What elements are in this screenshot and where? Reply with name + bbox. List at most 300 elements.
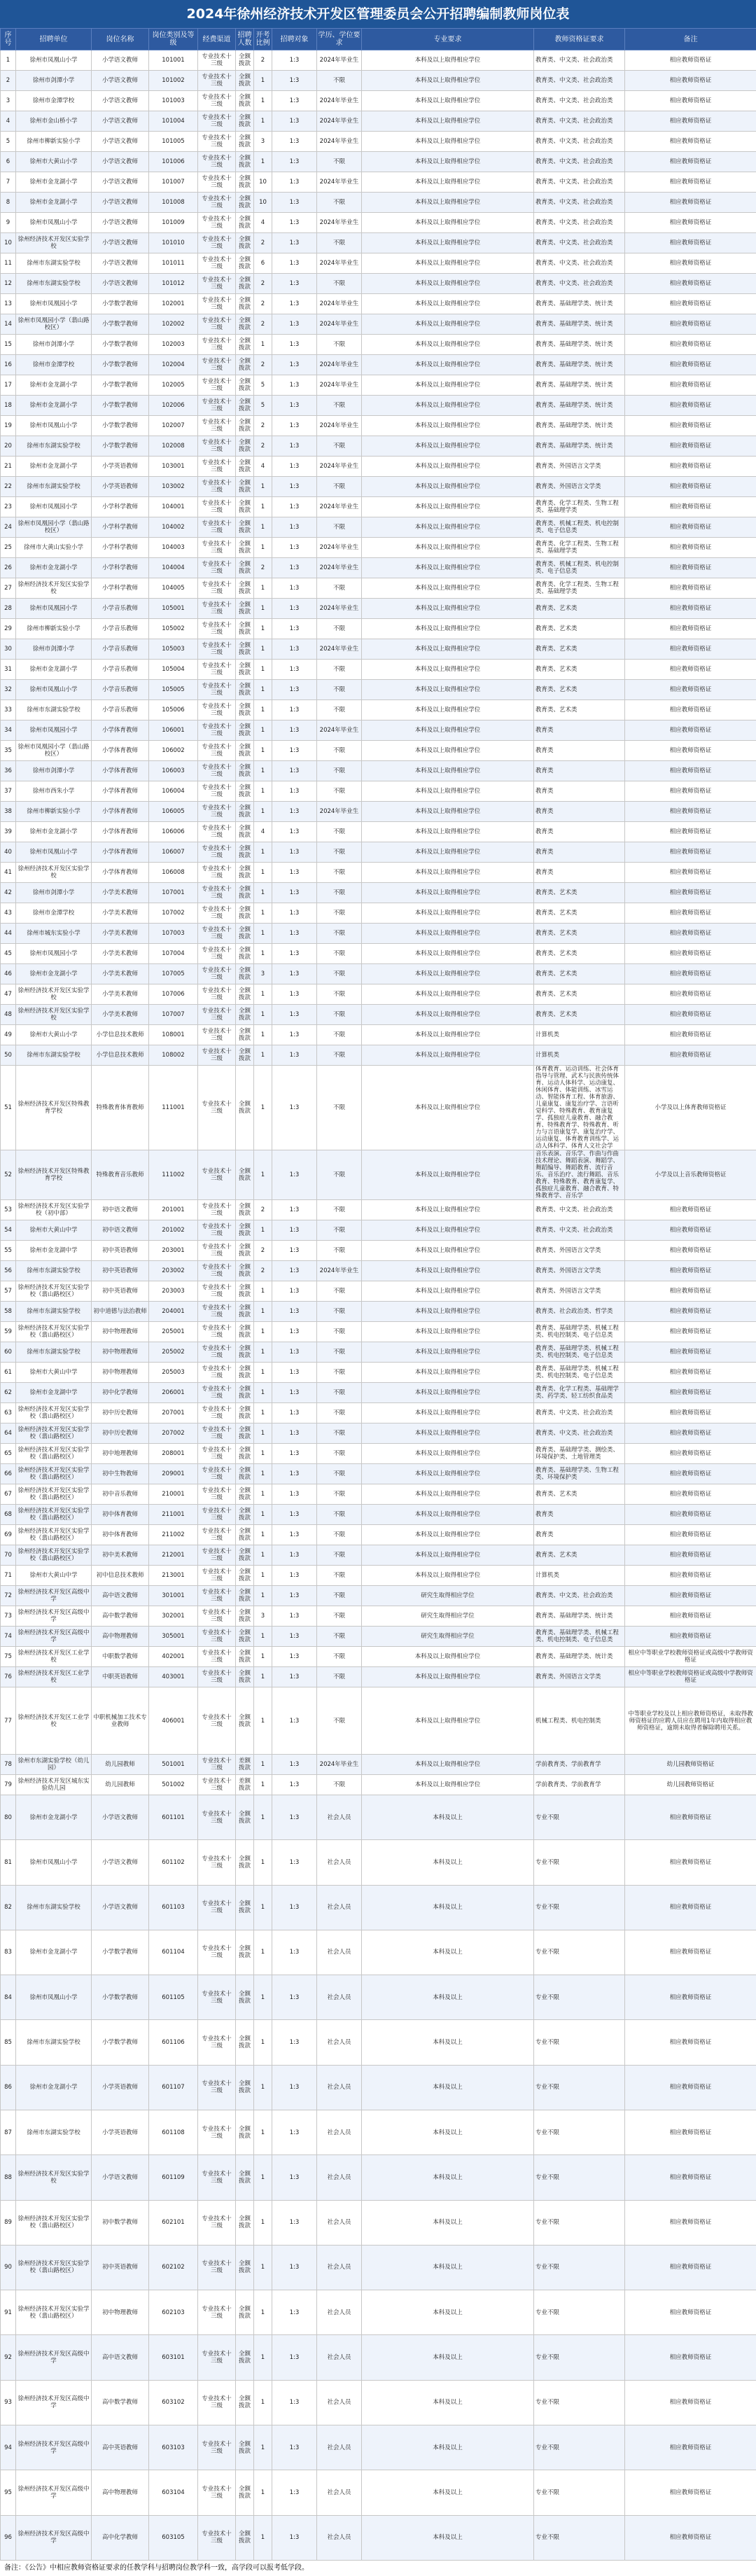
- cell-major: 教育类: [534, 781, 625, 802]
- cell-unit: 徐州经济技术开发区实验学校（初中部）: [16, 1200, 92, 1220]
- cell-no: 27: [1, 578, 16, 599]
- cell-cat: 专业技术十三级: [198, 578, 236, 599]
- table-row: [1, 132, 756, 152]
- cell-unit: 徐州市柳新实验小学: [16, 619, 92, 639]
- cell-edu: 本科及以上取得相应学位: [362, 802, 534, 822]
- cell-unit: 徐州经济技术开发区实验学校（翡山路校区）: [16, 1281, 92, 1302]
- cell-major: 教育类、化学工程类、基础理学类、药学类、轻工纺织食品类: [534, 1383, 625, 1403]
- cell-cert: 相应教师资格证: [625, 680, 756, 700]
- cell-post: 特殊教育音乐教师: [92, 1150, 149, 1200]
- cell-no: 46: [1, 964, 16, 984]
- cell-num: 1: [254, 1302, 272, 1322]
- cell-code: 107004: [149, 944, 198, 964]
- cell-post: 小学美术教师: [92, 903, 149, 924]
- cell-unit: 徐州市金龙湖小学: [16, 660, 92, 680]
- cell-edu: 本科及以上取得相应学位: [362, 741, 534, 761]
- cell-unit: 徐州市大黄山小学: [16, 152, 92, 172]
- cell-no: 31: [1, 660, 16, 680]
- cell-code: 101010: [149, 233, 198, 253]
- cell-num: 2: [254, 274, 272, 294]
- cell-target: 不限: [317, 152, 362, 172]
- cell-fund: 全额拨款: [236, 497, 254, 517]
- cell-num: 1: [254, 1930, 272, 1975]
- cell-target: 社会人员: [317, 2200, 362, 2245]
- cell-code: 105002: [149, 619, 198, 639]
- cell-cat: 专业技术十三级: [198, 111, 236, 132]
- column-header: 专业要求: [362, 29, 534, 50]
- cell-cat: 专业技术十三级: [198, 1545, 236, 1566]
- cell-unit: 徐州经济技术开发区高级中学: [16, 2515, 92, 2561]
- table-row: [1, 1975, 756, 2020]
- cell-no: 86: [1, 2065, 16, 2110]
- cell-post: 初中英语教师: [92, 1281, 149, 1302]
- table-row: [1, 1687, 756, 1755]
- table-row: [1, 1005, 756, 1025]
- cell-code: 101005: [149, 132, 198, 152]
- cell-cat: 专业技术十三级: [198, 1363, 236, 1383]
- table-body: [1, 50, 756, 2561]
- cell-unit: 徐州市东湖实验学校: [16, 2110, 92, 2154]
- cell-no: 22: [1, 477, 16, 497]
- cell-post: 初中历史教师: [92, 1403, 149, 1423]
- cell-code: 207001: [149, 1403, 198, 1423]
- cell-num: 3: [254, 1606, 272, 1627]
- column-header: 学历、学位要求: [317, 29, 362, 50]
- cell-target: 2024年毕业生: [317, 416, 362, 436]
- cell-cert: 相应教师资格证: [625, 1464, 756, 1484]
- cell-unit: 徐州经济技术开发区实验学校: [16, 1005, 92, 1025]
- cell-fund: 全额拨款: [236, 1045, 254, 1066]
- cell-target: 不限: [317, 1484, 362, 1505]
- cell-code: 211001: [149, 1505, 198, 1525]
- cell-post: 小学语文教师: [92, 1885, 149, 1930]
- cell-post: 小学数学教师: [92, 294, 149, 314]
- cell-code: 102005: [149, 375, 198, 396]
- cell-fund: 全额拨款: [236, 111, 254, 132]
- cell-unit: 徐州经济技术开发区实验学校: [16, 2155, 92, 2200]
- cell-edu: 本科及以上取得相应学位: [362, 91, 534, 111]
- cell-unit: 徐州市东湖实验学校: [16, 436, 92, 457]
- cell-cat: 专业技术十三级: [198, 517, 236, 538]
- cell-no: 20: [1, 436, 16, 457]
- cell-fund: 全额拨款: [236, 91, 254, 111]
- cell-major: 教育类、基础理学类、统计类: [534, 1647, 625, 1667]
- cell-target: 2024年毕业生: [317, 538, 362, 558]
- cell-ratio: 1:3: [272, 2110, 317, 2154]
- cell-num: 1: [254, 720, 272, 741]
- cell-cert: 相应教师资格证: [625, 1045, 756, 1066]
- cell-post: 小学体育教师: [92, 842, 149, 863]
- cell-num: 2: [254, 294, 272, 314]
- table-row: [1, 50, 756, 71]
- cell-code: 102004: [149, 355, 198, 375]
- table-row: [1, 842, 756, 863]
- cell-target: 不限: [317, 761, 362, 781]
- table-row: [1, 1261, 756, 1281]
- cell-post: 小学数学教师: [92, 416, 149, 436]
- cell-ratio: 1:3: [272, 1606, 317, 1627]
- cell-cat: 专业技术十三级: [198, 761, 236, 781]
- cell-cert: 相应教师资格证: [625, 1627, 756, 1647]
- cell-cat: 专业技术十三级: [198, 2425, 236, 2470]
- footnote: 备注：《公告》中相应教师资格证要求的任教学科与招聘岗位教学科一致，高学段可以报考低学段。: [0, 2561, 756, 2576]
- cell-num: 4: [254, 457, 272, 477]
- cell-target: 不限: [317, 1505, 362, 1525]
- cell-no: 51: [1, 1066, 16, 1150]
- cell-major: 专业不限: [534, 1885, 625, 1930]
- table-row: [1, 1885, 756, 1930]
- table-row: [1, 1220, 756, 1241]
- table-row: [1, 1647, 756, 1667]
- cell-edu: 本科及以上取得相应学位: [362, 1566, 534, 1586]
- cell-code: 603104: [149, 2470, 198, 2515]
- cell-fund: 全额拨款: [236, 558, 254, 578]
- cell-num: 1: [254, 599, 272, 619]
- cell-code: 601102: [149, 1840, 198, 1885]
- cell-major: 学前教育类、学前教育学: [534, 1755, 625, 1775]
- cell-post: 初中物理教师: [92, 1322, 149, 1342]
- cell-fund: 全额拨款: [236, 233, 254, 253]
- cell-post: 初中英语教师: [92, 1261, 149, 1281]
- cell-code: 101006: [149, 152, 198, 172]
- cell-unit: 徐州市凤凰园小学: [16, 599, 92, 619]
- cell-ratio: 1:3: [272, 497, 317, 517]
- cell-target: 2024年毕业生: [317, 314, 362, 335]
- cell-ratio: 1:3: [272, 1775, 317, 1795]
- cell-ratio: 1:3: [272, 2290, 317, 2335]
- cell-code: 106006: [149, 822, 198, 842]
- cell-ratio: 1:3: [272, 152, 317, 172]
- cell-major: 教育类、中文类、社会政治类: [534, 213, 625, 233]
- cell-target: 不限: [317, 71, 362, 91]
- cell-num: 1: [254, 335, 272, 355]
- cell-fund: 全额拨款: [236, 1005, 254, 1025]
- cell-cert: 相应教师资格证: [625, 111, 756, 132]
- cell-post: 小学语文教师: [92, 111, 149, 132]
- cell-num: 1: [254, 2200, 272, 2245]
- cell-ratio: 1:3: [272, 1647, 317, 1667]
- cell-edu: 本科及以上取得相应学位: [362, 1342, 534, 1363]
- cell-major: 教育类、基础理学类、统计类: [534, 1606, 625, 1627]
- cell-num: 4: [254, 822, 272, 842]
- cell-num: 1: [254, 639, 272, 660]
- cell-code: 105001: [149, 599, 198, 619]
- cell-ratio: 1:3: [272, 842, 317, 863]
- cell-no: 40: [1, 842, 16, 863]
- cell-num: 1: [254, 1005, 272, 1025]
- cell-edu: 本科及以上: [362, 1885, 534, 1930]
- cell-num: 1: [254, 2425, 272, 2470]
- cell-unit: 徐州经济技术开发区城东实验幼儿园: [16, 1775, 92, 1795]
- cell-code: 603101: [149, 2335, 198, 2380]
- cell-edu: 本科及以上取得相应学位: [362, 477, 534, 497]
- cell-fund: 全额拨款: [236, 822, 254, 842]
- cell-major: 教育类、中文类、社会政治类: [534, 1423, 625, 1444]
- cell-cert: 相应教师资格证: [625, 2470, 756, 2515]
- cell-edu: 本科及以上取得相应学位: [362, 1383, 534, 1403]
- cell-cert: 相应教师资格证: [625, 71, 756, 91]
- table-row: [1, 1302, 756, 1322]
- cell-unit: 徐州市柳新实验小学: [16, 802, 92, 822]
- cell-edu: 本科及以上: [362, 2425, 534, 2470]
- cell-edu: 本科及以上取得相应学位: [362, 863, 534, 883]
- cell-cert: 相应教师资格证: [625, 355, 756, 375]
- cell-post: 高中数学教师: [92, 1606, 149, 1627]
- cell-code: 601107: [149, 2065, 198, 2110]
- cell-cat: 专业技术十三级: [198, 883, 236, 903]
- cell-edu: 本科及以上取得相应学位: [362, 558, 534, 578]
- cell-fund: 全额拨款: [236, 639, 254, 660]
- cell-code: 305001: [149, 1627, 198, 1647]
- cell-code: 106005: [149, 802, 198, 822]
- cell-major: 教育类、外国语言文学类: [534, 477, 625, 497]
- cell-target: 不限: [317, 1005, 362, 1025]
- cell-num: 1: [254, 1322, 272, 1342]
- cell-num: 1: [254, 2380, 272, 2425]
- cell-unit: 徐州市东湖实验学校: [16, 700, 92, 720]
- cell-edu: 本科及以上取得相应学位: [362, 416, 534, 436]
- table-row: [1, 578, 756, 599]
- cell-no: 13: [1, 294, 16, 314]
- cell-fund: 全额拨款: [236, 1464, 254, 1484]
- cell-num: 1: [254, 903, 272, 924]
- cell-ratio: 1:3: [272, 1342, 317, 1363]
- cell-code: 101008: [149, 193, 198, 213]
- cell-fund: 全额拨款: [236, 984, 254, 1005]
- cell-cat: 专业技术十三级: [198, 152, 236, 172]
- cell-cat: 专业技术十三级: [198, 1444, 236, 1464]
- cell-num: 1: [254, 2110, 272, 2154]
- cell-cert: 相应中等职业学校教师资格证或高级中学教师资格证: [625, 1667, 756, 1687]
- cell-code: 602102: [149, 2245, 198, 2290]
- cell-fund: 全额拨款: [236, 1302, 254, 1322]
- cell-fund: 全额拨款: [236, 802, 254, 822]
- cell-fund: 全额拨款: [236, 1261, 254, 1281]
- cell-target: 不限: [317, 1444, 362, 1464]
- cell-unit: 徐州市东湖实验学校: [16, 1261, 92, 1281]
- cell-post: 小学语文教师: [92, 2155, 149, 2200]
- cell-ratio: 1:3: [272, 477, 317, 497]
- cell-no: 16: [1, 355, 16, 375]
- cell-fund: 全额拨款: [236, 1403, 254, 1423]
- cell-unit: 徐州市凤凰山小学: [16, 416, 92, 436]
- cell-cat: 专业技术十三级: [198, 1484, 236, 1505]
- cell-unit: 徐州经济技术开发区特殊教育学校: [16, 1066, 92, 1150]
- cell-cert: 相应教师资格证: [625, 842, 756, 863]
- cell-code: 108002: [149, 1045, 198, 1066]
- cell-no: 45: [1, 944, 16, 964]
- table-row: [1, 2425, 756, 2470]
- cell-code: 106003: [149, 761, 198, 781]
- cell-unit: 徐州市东湖实验学校: [16, 274, 92, 294]
- cell-target: 不限: [317, 1302, 362, 1322]
- cell-fund: 全额拨款: [236, 416, 254, 436]
- cell-unit: 徐州市凤凰山小学: [16, 213, 92, 233]
- cell-major: 教育类、基础理学类、统计类: [534, 436, 625, 457]
- cell-major: 教育类、中文类、社会政治类: [534, 193, 625, 213]
- cell-ratio: 1:3: [272, 883, 317, 903]
- cell-major: 专业不限: [534, 2200, 625, 2245]
- cell-major: 教育类、中文类、社会政治类: [534, 1586, 625, 1606]
- cell-code: 406001: [149, 1687, 198, 1755]
- cell-target: 社会人员: [317, 2470, 362, 2515]
- cell-code: 207002: [149, 1423, 198, 1444]
- cell-post: 小学英语教师: [92, 2110, 149, 2154]
- cell-post: 小学语文教师: [92, 1840, 149, 1885]
- header-row: [1, 29, 756, 50]
- cell-fund: 全额拨款: [236, 781, 254, 802]
- table-row: [1, 944, 756, 964]
- cell-edu: 本科及以上取得相应学位: [362, 71, 534, 91]
- cell-major: 专业不限: [534, 1840, 625, 1885]
- cell-num: 2: [254, 1241, 272, 1261]
- cell-post: 小学美术教师: [92, 1005, 149, 1025]
- cell-target: 不限: [317, 1281, 362, 1302]
- cell-no: 57: [1, 1281, 16, 1302]
- cell-target: 不限: [317, 436, 362, 457]
- cell-cert: 相应教师资格证: [625, 193, 756, 213]
- cell-unit: 徐州经济技术开发区实验学校: [16, 578, 92, 599]
- column-header: 招聘人数: [236, 29, 254, 50]
- cell-target: 2024年毕业生: [317, 294, 362, 314]
- cell-cat: 专业技术十三级: [198, 1200, 236, 1220]
- cell-no: 73: [1, 1606, 16, 1627]
- cell-post: 小学音乐教师: [92, 660, 149, 680]
- table-row: [1, 1281, 756, 1302]
- cell-cert: 相应教师资格证: [625, 314, 756, 335]
- cell-post: 小学数学教师: [92, 2020, 149, 2065]
- cell-cat: 专业技术十三级: [198, 984, 236, 1005]
- cell-edu: 本科及以上取得相应学位: [362, 375, 534, 396]
- table-row: [1, 253, 756, 274]
- cell-target: 2024年毕业生: [317, 558, 362, 578]
- cell-no: 42: [1, 883, 16, 903]
- cell-post: 小学语文教师: [92, 71, 149, 91]
- cell-post: 高中数学教师: [92, 2380, 149, 2425]
- cell-unit: 徐州经济技术开发区实验学校（翡山路校区）: [16, 1484, 92, 1505]
- cell-cert: 相应教师资格证: [625, 233, 756, 253]
- table-row: [1, 71, 756, 91]
- cell-code: 107006: [149, 984, 198, 1005]
- cell-cat: 专业技术十三级: [198, 396, 236, 416]
- cell-num: 1: [254, 1423, 272, 1444]
- cell-ratio: 1:3: [272, 2020, 317, 2065]
- cell-cert: 相应教师资格证: [625, 1545, 756, 1566]
- cell-num: 1: [254, 741, 272, 761]
- cell-edu: 本科及以上: [362, 1840, 534, 1885]
- cell-num: 1: [254, 1383, 272, 1403]
- cell-target: 不限: [317, 1586, 362, 1606]
- cell-cat: 专业技术十三级: [198, 822, 236, 842]
- cell-edu: 本科及以上取得相应学位: [362, 944, 534, 964]
- cell-edu: 本科及以上: [362, 2335, 534, 2380]
- cell-num: 10: [254, 193, 272, 213]
- cell-post: 小学体育教师: [92, 822, 149, 842]
- cell-cat: 专业技术十三级: [198, 253, 236, 274]
- cell-unit: 徐州经济技术开发区工业学校: [16, 1667, 92, 1687]
- cell-cat: 专业技术十三级: [198, 2155, 236, 2200]
- cell-code: 102006: [149, 396, 198, 416]
- cell-target: 2024年毕业生: [317, 457, 362, 477]
- cell-ratio: 1:3: [272, 619, 317, 639]
- cell-fund: 全额拨款: [236, 2245, 254, 2290]
- cell-ratio: 1:3: [272, 1261, 317, 1281]
- cell-no: 93: [1, 2380, 16, 2425]
- cell-unit: 徐州经济技术开发区实验学校（翡山路校区）: [16, 1525, 92, 1545]
- cell-num: 1: [254, 2065, 272, 2110]
- cell-code: 201002: [149, 1220, 198, 1241]
- cell-cat: 专业技术十三级: [198, 2065, 236, 2110]
- cell-edu: 本科及以上取得相应学位: [362, 233, 534, 253]
- cell-fund: 全额拨款: [236, 1667, 254, 1687]
- cell-ratio: 1:3: [272, 375, 317, 396]
- cell-cert: 相应教师资格证: [625, 2110, 756, 2154]
- cell-edu: 本科及以上取得相应学位: [362, 619, 534, 639]
- cell-unit: 徐州市金潭学校: [16, 355, 92, 375]
- cell-fund: 全额拨款: [236, 2380, 254, 2425]
- cell-unit: 徐州市凤凰山小学: [16, 1840, 92, 1885]
- cell-ratio: 1:3: [272, 2065, 317, 2110]
- cell-ratio: 1:3: [272, 1444, 317, 1464]
- cell-fund: 全额拨款: [236, 1545, 254, 1566]
- cell-fund: 全额拨款: [236, 538, 254, 558]
- cell-major: 教育类、艺术类: [534, 599, 625, 619]
- cell-ratio: 1:3: [272, 436, 317, 457]
- cell-edu: 本科及以上取得相应学位: [362, 1755, 534, 1775]
- cell-num: 1: [254, 1667, 272, 1687]
- cell-major: 教育类、中文类、社会政治类: [534, 172, 625, 193]
- cell-fund: 全额拨款: [236, 1444, 254, 1464]
- cell-edu: 本科及以上取得相应学位: [362, 213, 534, 233]
- cell-target: 社会人员: [317, 2290, 362, 2335]
- cell-unit: 徐州市金龙湖小学: [16, 1930, 92, 1975]
- cell-no: 38: [1, 802, 16, 822]
- cell-major: 教育类、中文类、社会政治类: [534, 50, 625, 71]
- cell-target: 2024年毕业生: [317, 497, 362, 517]
- cell-unit: 徐州市大黄山小学: [16, 1025, 92, 1045]
- cell-num: 1: [254, 2155, 272, 2200]
- cell-cat: 专业技术十三级: [198, 2200, 236, 2245]
- table-row: [1, 964, 756, 984]
- cell-code: 102002: [149, 314, 198, 335]
- cell-edu: 本科及以上取得相应学位: [362, 274, 534, 294]
- cell-no: 90: [1, 2245, 16, 2290]
- cell-post: 高中化学教师: [92, 2515, 149, 2561]
- cell-major: 教育类: [534, 1525, 625, 1545]
- cell-ratio: 1:3: [272, 2425, 317, 2470]
- cell-cat: 专业技术十三级: [198, 1302, 236, 1322]
- cell-ratio: 1:3: [272, 132, 317, 152]
- cell-num: 5: [254, 396, 272, 416]
- cell-major: 计算机类: [534, 1045, 625, 1066]
- cell-cat: 专业技术十三级: [198, 1045, 236, 1066]
- cell-post: 小学语文教师: [92, 172, 149, 193]
- cell-fund: 全额拨款: [236, 355, 254, 375]
- cell-ratio: 1:3: [272, 1045, 317, 1066]
- cell-cat: 专业技术十三级: [198, 193, 236, 213]
- cell-major: 教育类、艺术类: [534, 964, 625, 984]
- cell-no: 1: [1, 50, 16, 71]
- cell-ratio: 1:3: [272, 355, 317, 375]
- cell-cert: 相应教师资格证: [625, 883, 756, 903]
- cell-edu: 本科及以上取得相应学位: [362, 1045, 534, 1066]
- cell-ratio: 1:3: [272, 700, 317, 720]
- table-row: [1, 639, 756, 660]
- cell-cat: 专业技术十三级: [198, 924, 236, 944]
- cell-code: 101001: [149, 50, 198, 71]
- cell-major: 专业不限: [534, 1930, 625, 1975]
- cell-edu: 研究生取得相应学位: [362, 1586, 534, 1606]
